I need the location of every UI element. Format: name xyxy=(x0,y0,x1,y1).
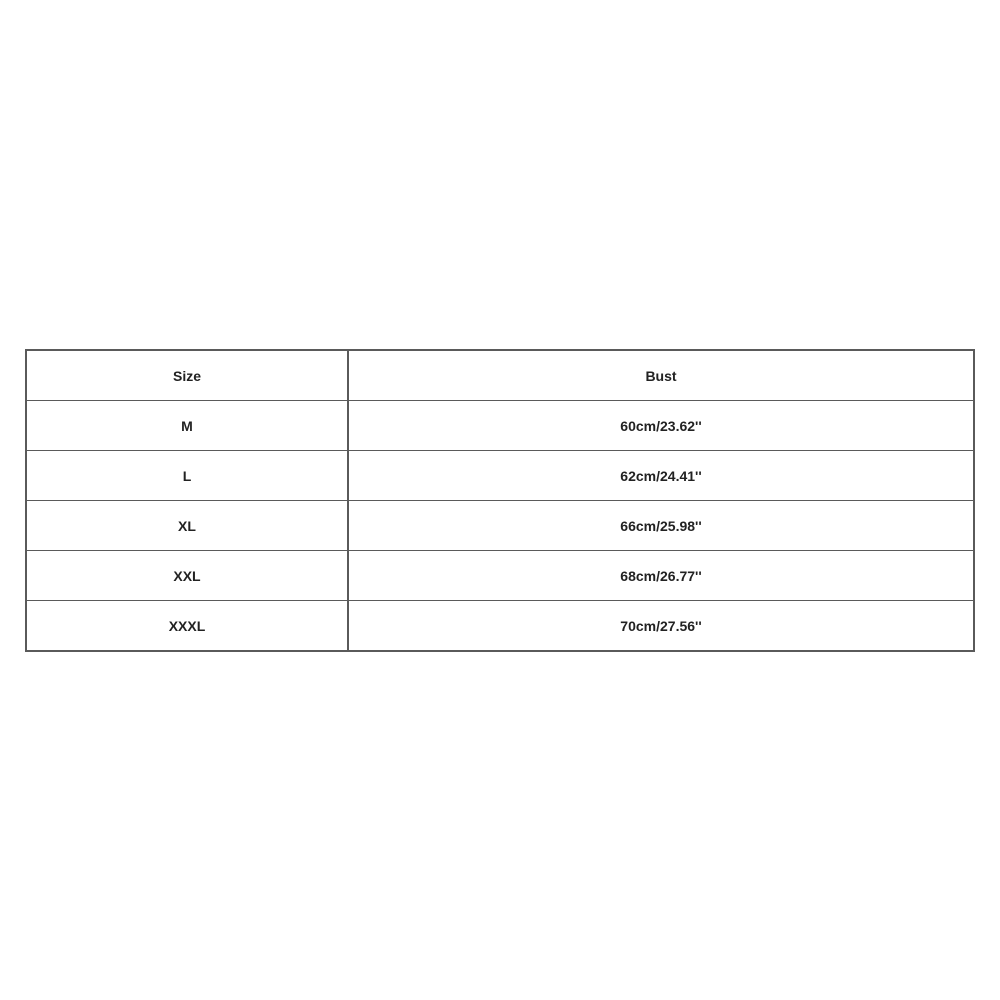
size-cell: M xyxy=(26,401,348,451)
table-row xyxy=(26,401,974,451)
header-size: Size xyxy=(26,350,348,401)
bust-cell: 60cm/23.62'' xyxy=(348,401,974,451)
table-row xyxy=(26,551,974,601)
table-header-row xyxy=(26,350,974,401)
bust-cell: 70cm/27.56'' xyxy=(348,601,974,652)
header-bust: Bust xyxy=(348,350,974,401)
table-row xyxy=(26,451,974,501)
size-cell: L xyxy=(26,451,348,501)
size-cell: XXL xyxy=(26,551,348,601)
size-cell: XL xyxy=(26,501,348,551)
table-row xyxy=(26,501,974,551)
bust-cell: 66cm/25.98'' xyxy=(348,501,974,551)
size-cell: XXXL xyxy=(26,601,348,652)
bust-cell: 68cm/26.77'' xyxy=(348,551,974,601)
bust-cell: 62cm/24.41'' xyxy=(348,451,974,501)
table-row xyxy=(26,601,974,652)
size-chart-table xyxy=(25,349,975,652)
